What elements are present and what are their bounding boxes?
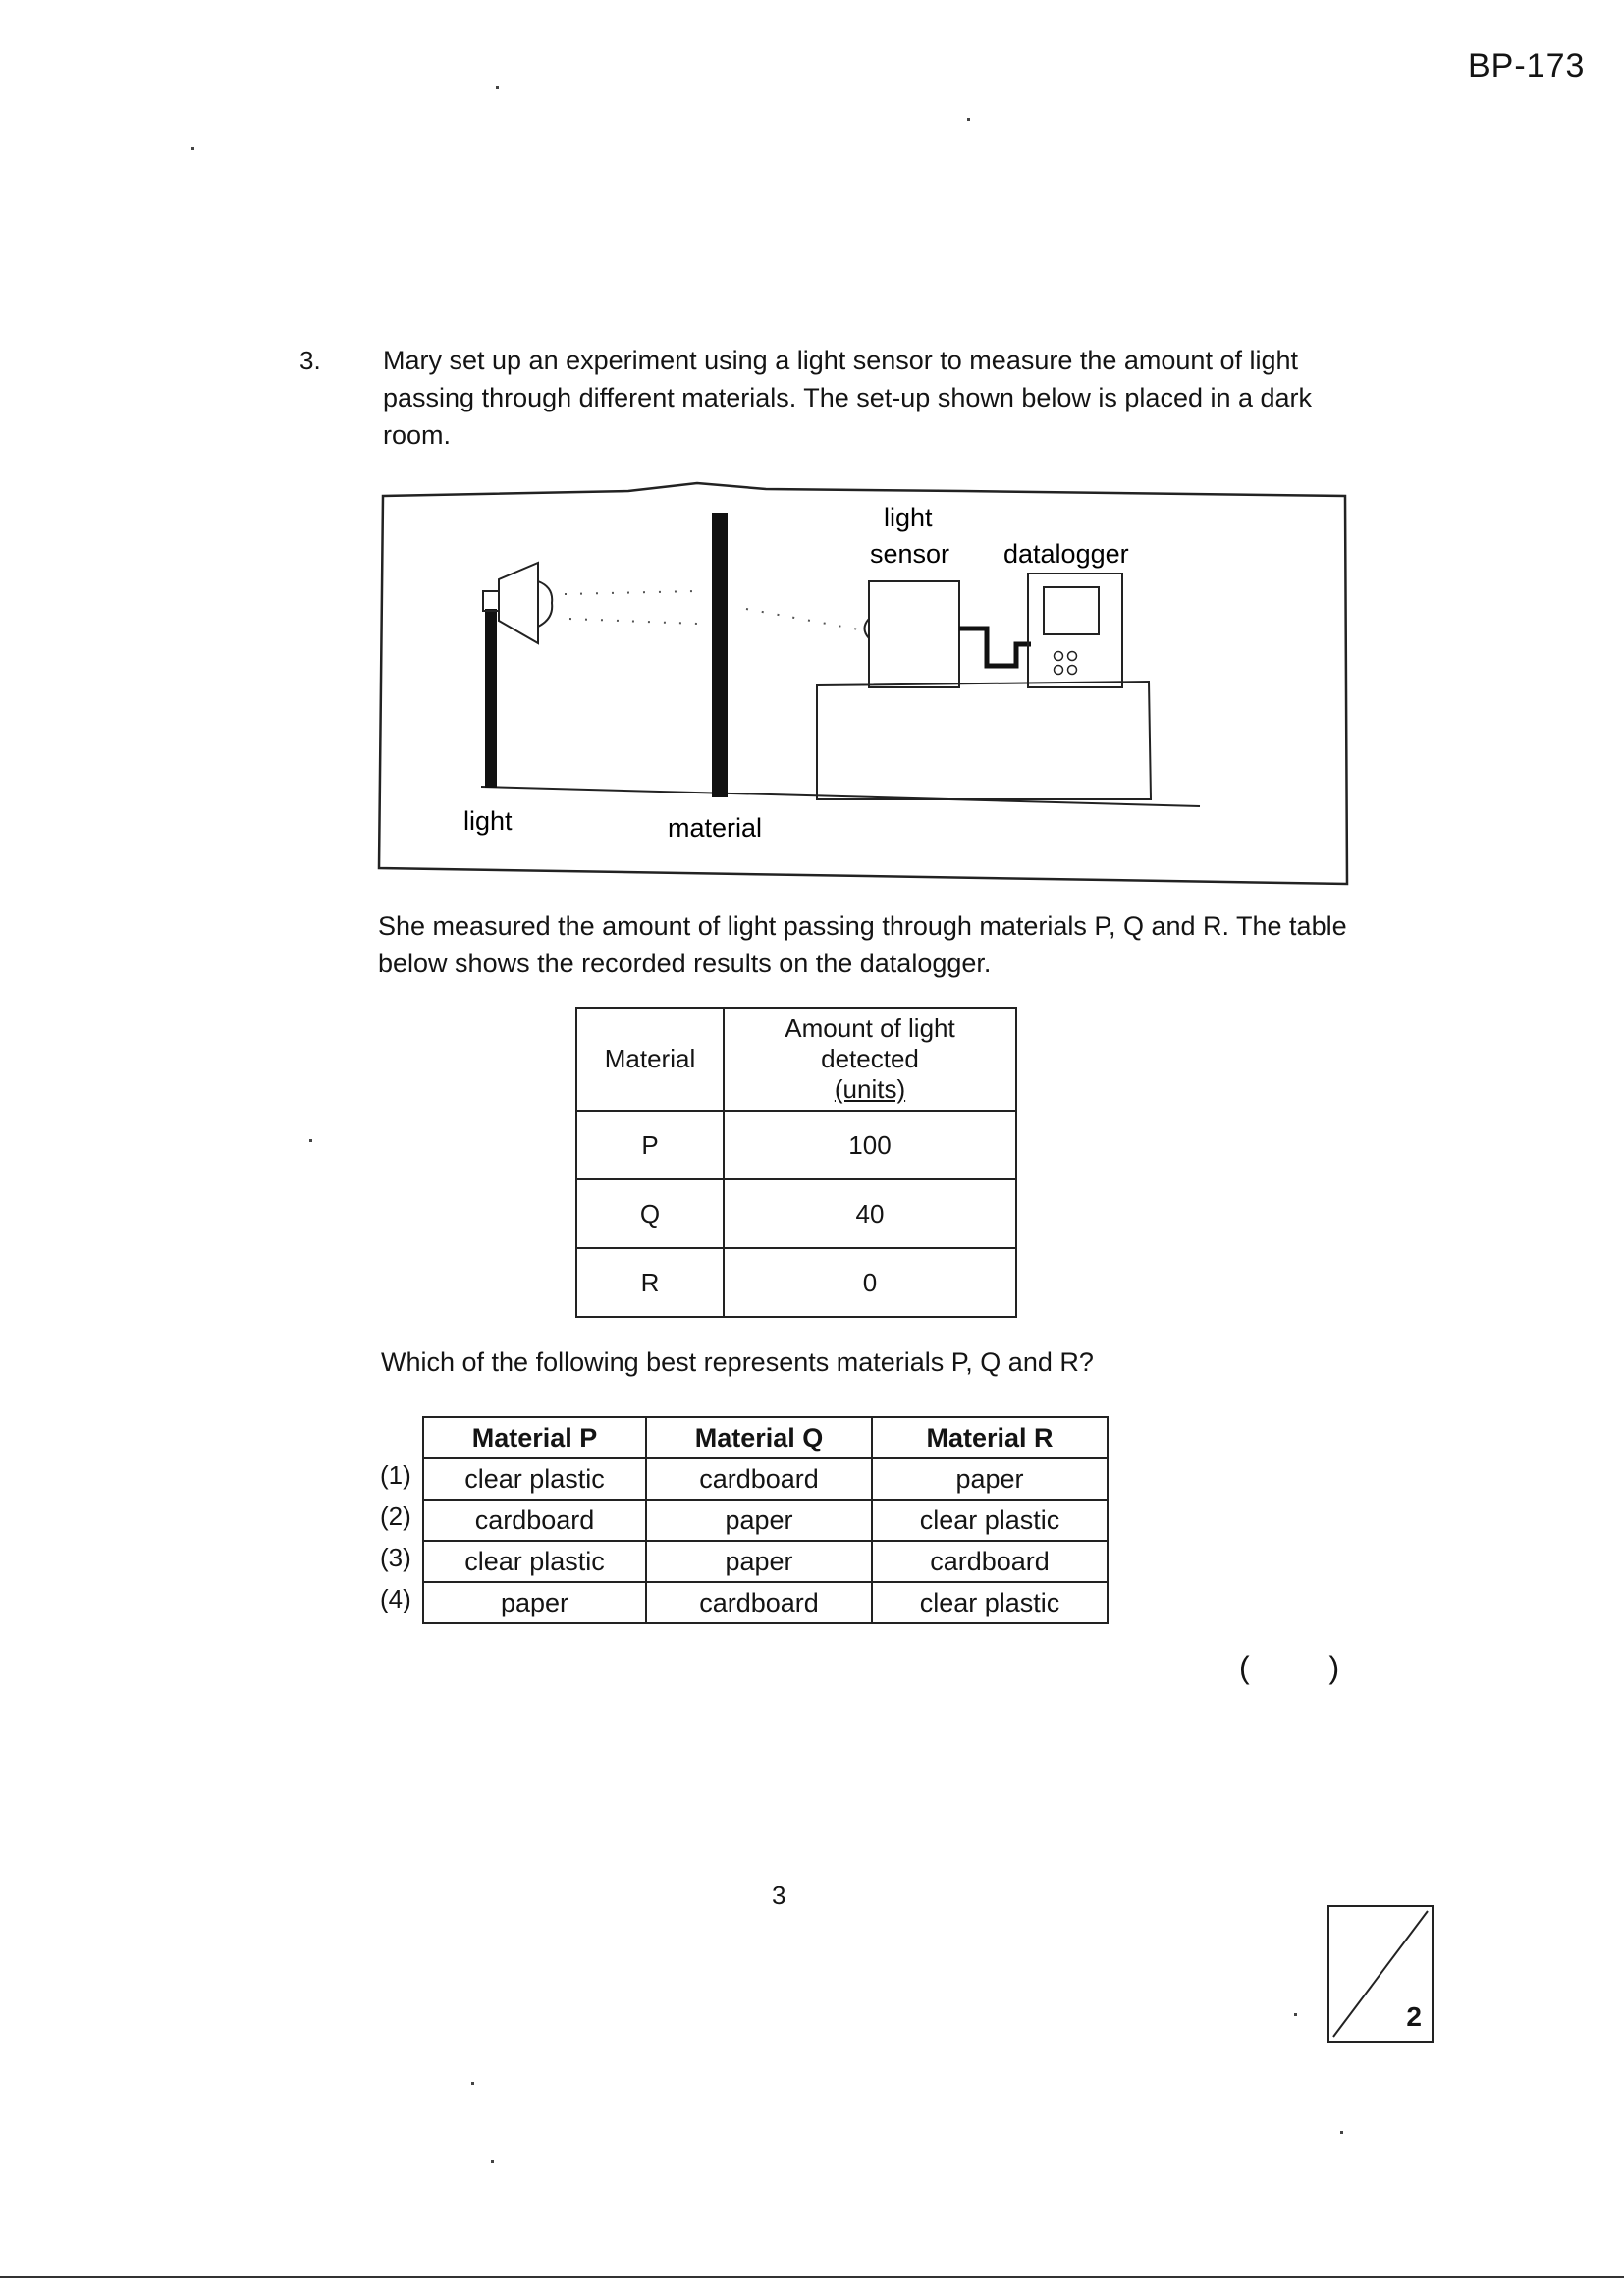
- scan-speck: [309, 1139, 312, 1142]
- results-amount: 40: [724, 1179, 1016, 1248]
- scan-speck: [1340, 2131, 1343, 2134]
- option-2-p: cardboard: [423, 1500, 646, 1541]
- label-light: light: [463, 806, 513, 836]
- datalogger-icon: [1028, 574, 1122, 687]
- results-header-material: Material: [576, 1008, 724, 1111]
- option-3-r: cardboard: [872, 1541, 1108, 1582]
- label-datalogger: datalogger: [1003, 539, 1129, 569]
- question-number: 3.: [299, 346, 321, 375]
- option-3-q: paper: [646, 1541, 872, 1582]
- label-material: material: [668, 813, 763, 843]
- results-material: R: [576, 1248, 724, 1317]
- option-3-p: clear plastic: [423, 1541, 646, 1582]
- marks-value: 2: [1406, 2001, 1422, 2032]
- option-label-3: (3): [380, 1543, 411, 1572]
- label-light-sensor-2: sensor: [870, 539, 950, 569]
- results-amount: 0: [724, 1248, 1016, 1317]
- answer-brackets[interactable]: ( ): [1239, 1650, 1376, 1685]
- lamp-stand: [485, 609, 497, 788]
- option-label-2: (2): [380, 1502, 411, 1531]
- results-material: Q: [576, 1179, 724, 1248]
- question-prompt: Which of the following best represents materials P, Q and R?: [381, 1347, 1094, 1377]
- document-code: BP-173: [1468, 47, 1586, 84]
- results-table: [575, 1007, 1017, 1318]
- option-label-4: (4): [380, 1584, 411, 1613]
- scan-edge-line: [0, 2276, 1624, 2278]
- options-table: [422, 1416, 1109, 1624]
- results-header-amount: [724, 1008, 1016, 1111]
- option-4-p: paper: [423, 1582, 646, 1623]
- results-amount: 100: [724, 1111, 1016, 1179]
- header-amount-line1: Amount of light: [785, 1013, 955, 1043]
- light-sensor-icon: [869, 581, 959, 687]
- page-number: 3: [772, 1881, 786, 1910]
- results-material: P: [576, 1111, 724, 1179]
- label-light-sensor-1: light: [884, 503, 933, 532]
- scan-speck: [967, 118, 970, 121]
- table-intro: She measured the amount of light passing through materials P, Q and R. The table below shows the recorded results on the datalogger.: [378, 911, 1347, 978]
- scan-speck: [471, 2082, 474, 2085]
- scan-speck: [191, 147, 194, 150]
- options-header-q: Material Q: [646, 1417, 872, 1458]
- material-bar: [712, 513, 728, 797]
- scan-speck: [496, 86, 499, 89]
- header-amount-line3: (units): [834, 1074, 906, 1104]
- options-header-r: Material R: [872, 1417, 1108, 1458]
- scan-speck: [1294, 2013, 1297, 2016]
- experiment-diagram: [373, 471, 1355, 894]
- option-1-p: clear plastic: [423, 1458, 646, 1500]
- lamp-icon: [499, 563, 538, 643]
- option-2-q: paper: [646, 1500, 872, 1541]
- options-header-p: Material P: [423, 1417, 646, 1458]
- bench: [817, 682, 1151, 799]
- option-4-q: cardboard: [646, 1582, 872, 1623]
- marks-box: [1327, 1905, 1434, 2043]
- option-1-q: cardboard: [646, 1458, 872, 1500]
- header-amount-line2: detected: [821, 1044, 919, 1073]
- question-intro: Mary set up an experiment using a light sensor to measure the amount of light passing through different materials. The set-up shown below is placed in a dark room.: [383, 346, 1313, 450]
- option-label-1: (1): [380, 1460, 411, 1490]
- option-2-r: clear plastic: [872, 1500, 1108, 1541]
- scan-speck: [491, 2160, 494, 2163]
- option-1-r: paper: [872, 1458, 1108, 1500]
- option-4-r: clear plastic: [872, 1582, 1108, 1623]
